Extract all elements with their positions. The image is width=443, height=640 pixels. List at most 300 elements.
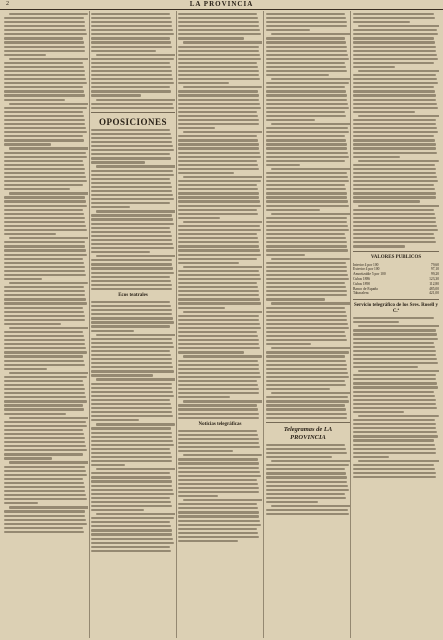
text-line (178, 50, 259, 52)
text-line (96, 54, 175, 56)
text-line (9, 58, 88, 60)
section-heading: OPOSICIONES (98, 116, 168, 127)
text-line (91, 321, 174, 323)
text-line (91, 66, 171, 68)
column-2 (91, 11, 175, 638)
column-4 (266, 11, 350, 638)
text-line (4, 482, 84, 484)
text-line (266, 388, 330, 390)
text-line (9, 147, 88, 149)
text-line (183, 131, 262, 133)
text-line (91, 74, 172, 76)
text-line (4, 335, 84, 337)
text-line (271, 78, 350, 80)
text-line (178, 319, 259, 321)
text-line (91, 301, 170, 303)
text-line (183, 454, 262, 456)
text-line (91, 456, 172, 458)
text-line (4, 86, 83, 88)
text-line (178, 17, 258, 19)
text-line (353, 188, 435, 190)
text-line (4, 274, 86, 276)
text-line (266, 290, 347, 292)
text-line (266, 172, 347, 174)
text-line (91, 391, 173, 393)
text-line (353, 468, 435, 470)
text-line (178, 29, 260, 31)
text-line (91, 50, 156, 52)
text-line (91, 206, 130, 208)
text-line (266, 99, 347, 101)
text-line (91, 94, 141, 96)
text-line (4, 384, 84, 386)
text-line (91, 90, 171, 92)
text-line (91, 366, 173, 368)
text-line (353, 382, 437, 384)
text-line (91, 227, 170, 229)
text-line (91, 358, 172, 360)
text-line (353, 90, 435, 92)
text-line (353, 423, 436, 425)
text-line (4, 408, 84, 410)
text-line (91, 186, 172, 188)
text-line (91, 452, 171, 454)
text-line (353, 135, 434, 137)
text-line (4, 515, 85, 517)
text-line (266, 196, 347, 198)
text-line (178, 483, 258, 485)
text-line (4, 188, 70, 190)
text-line (4, 478, 83, 480)
text-line (4, 494, 86, 496)
text-line (91, 182, 171, 184)
text-line (183, 499, 262, 501)
text-line (91, 432, 172, 434)
text-line (4, 457, 52, 459)
text-line (178, 196, 259, 198)
text-line (266, 323, 348, 325)
text-line (4, 70, 85, 72)
divider (353, 251, 439, 252)
text-line (178, 37, 244, 39)
text-line (91, 440, 173, 442)
text-line (266, 278, 349, 280)
text-line (353, 180, 438, 182)
text-line (9, 237, 88, 239)
text-line (178, 302, 261, 304)
text-line (91, 342, 173, 344)
text-line (178, 188, 258, 190)
text-line (178, 70, 259, 72)
text-line (91, 41, 171, 43)
text-line (4, 380, 83, 382)
text-line (353, 333, 437, 335)
text-line (266, 209, 320, 211)
text-line (4, 298, 86, 300)
text-line (353, 99, 436, 101)
text-line (4, 396, 86, 398)
text-line (178, 46, 259, 48)
text-line (9, 461, 88, 463)
text-line (91, 529, 172, 531)
text-line (9, 327, 88, 329)
text-line (4, 196, 85, 198)
text-line (353, 78, 437, 80)
text-line (271, 33, 350, 35)
text-line (266, 82, 349, 84)
text-line (178, 323, 260, 325)
text-line (91, 383, 172, 385)
section-heading: Noticias telegráficas (198, 421, 242, 427)
text-line (266, 254, 305, 256)
text-line (266, 17, 346, 19)
text-line (358, 325, 439, 327)
text-line (91, 521, 170, 523)
text-line (178, 536, 259, 538)
text-line (91, 350, 170, 352)
text-line (178, 413, 259, 415)
text-line (178, 152, 260, 154)
text-line (178, 78, 260, 80)
text-line (266, 351, 349, 353)
text-line (353, 111, 415, 113)
text-line (353, 209, 434, 211)
text-line (178, 13, 257, 15)
text-line (178, 524, 261, 526)
table-row: Amortizable 5 por 100 99,20 (353, 272, 439, 277)
text-line (4, 433, 84, 435)
text-line (266, 372, 348, 374)
text-line (353, 147, 436, 149)
text-line (91, 190, 172, 192)
text-line (91, 280, 171, 282)
text-line (271, 460, 350, 462)
text-line (178, 467, 259, 469)
text-line (353, 342, 434, 344)
text-line (4, 82, 87, 84)
text-line (353, 456, 389, 458)
text-line (91, 305, 171, 307)
divider (266, 422, 350, 423)
text-line (266, 86, 345, 88)
text-line (91, 145, 173, 147)
text-line (178, 339, 259, 341)
text-line (178, 168, 259, 170)
text-line (266, 54, 348, 56)
article-text (266, 13, 350, 419)
text-line (266, 221, 347, 223)
text-line (4, 262, 84, 264)
text-line (91, 517, 174, 519)
text-line (266, 497, 346, 499)
text-line (91, 62, 170, 64)
text-line (91, 129, 170, 131)
text-line (271, 392, 350, 394)
text-line (266, 70, 347, 72)
text-line (4, 143, 51, 145)
text-line (266, 229, 349, 231)
text-line (4, 168, 85, 170)
text-line (353, 407, 437, 409)
text-line (4, 54, 46, 56)
text-line (353, 119, 436, 121)
text-line (4, 254, 87, 256)
text-line (353, 358, 437, 360)
text-line (271, 123, 350, 125)
text-line (96, 165, 175, 167)
text-line (266, 468, 345, 470)
text-line (96, 378, 175, 380)
text-line (358, 160, 439, 162)
text-line (266, 127, 348, 129)
table-row: Interior 4 por 100 79,60 (353, 262, 439, 267)
text-line (353, 448, 436, 450)
text-line (4, 315, 85, 317)
text-line (353, 439, 434, 441)
text-line (91, 288, 172, 290)
text-line (266, 241, 347, 243)
text-line (178, 479, 257, 481)
text-line (266, 115, 346, 117)
text-line (4, 21, 85, 23)
text-line (91, 37, 170, 39)
text-line (91, 58, 174, 60)
text-line (353, 241, 436, 243)
text-line (91, 485, 172, 487)
text-line (353, 131, 438, 133)
text-line (353, 391, 434, 393)
text-line (91, 170, 173, 172)
text-line (353, 350, 436, 352)
text-line (4, 37, 83, 39)
text-line (91, 403, 171, 405)
text-line (91, 231, 171, 233)
table-row: Tabacalera 421,00 (353, 291, 439, 296)
text-line (353, 233, 434, 235)
text-line (353, 427, 436, 429)
article-text (91, 301, 175, 552)
text-line (353, 184, 434, 186)
text-line (271, 302, 350, 304)
text-line (266, 46, 347, 48)
text-line (91, 542, 174, 544)
text-line (266, 404, 345, 406)
text-line (91, 501, 171, 503)
text-line (353, 168, 436, 170)
column-rule (350, 11, 351, 638)
text-line (353, 143, 436, 145)
text-line (4, 323, 61, 325)
text-line (266, 408, 346, 410)
text-line (4, 164, 84, 166)
text-line (353, 62, 434, 64)
text-line (266, 21, 347, 23)
column-1 (4, 11, 88, 638)
text-line (96, 513, 175, 515)
text-line (178, 307, 225, 309)
text-line (266, 147, 347, 149)
text-line (353, 176, 437, 178)
text-line (4, 46, 85, 48)
text-line (266, 200, 348, 202)
text-line (91, 497, 170, 499)
text-line (266, 62, 345, 64)
text-line (91, 313, 172, 315)
text-line (266, 513, 349, 515)
text-line (178, 139, 258, 141)
text-line (266, 384, 346, 386)
text-line (353, 33, 438, 35)
text-line (178, 368, 259, 370)
text-line (266, 380, 345, 382)
text-line (353, 152, 437, 154)
text-line (266, 396, 348, 398)
text-line (266, 311, 346, 313)
text-line (266, 307, 345, 309)
text-line (266, 493, 345, 495)
text-line (183, 221, 262, 223)
text-line (266, 360, 346, 362)
article-text (4, 13, 88, 533)
text-line (4, 376, 87, 378)
text-line (4, 41, 84, 43)
text-line (353, 37, 434, 39)
article-text (178, 430, 262, 542)
text-line (353, 74, 436, 76)
text-line (178, 143, 259, 145)
text-line (91, 137, 172, 139)
text-line (266, 29, 310, 31)
text-line (4, 490, 85, 492)
text-line (178, 286, 258, 288)
text-line (178, 507, 258, 509)
text-line (271, 258, 350, 260)
text-line (91, 399, 170, 401)
text-line (353, 50, 436, 52)
text-line (353, 172, 436, 174)
text-line (91, 267, 173, 269)
text-line (266, 444, 345, 446)
text-line (4, 355, 83, 357)
text-line (91, 374, 153, 376)
text-line (91, 325, 170, 327)
table-row: Banco de España 485,00 (353, 286, 439, 291)
text-line (4, 421, 86, 423)
text-line (91, 330, 134, 332)
text-line (353, 82, 438, 84)
text-line (4, 343, 85, 345)
text-line (91, 460, 172, 462)
text-line (266, 184, 345, 186)
article-text (353, 317, 439, 478)
text-line (178, 532, 258, 534)
text-line (4, 400, 87, 402)
text-line (4, 523, 87, 525)
text-line (4, 25, 85, 27)
text-line (4, 200, 86, 202)
text-line (91, 141, 172, 143)
text-line (91, 272, 174, 274)
text-line (266, 400, 349, 402)
text-line (91, 354, 171, 356)
text-line (266, 472, 346, 474)
table-row: Cubas 1890 112,80 (353, 281, 439, 286)
text-line (4, 307, 83, 309)
text-line (178, 315, 259, 317)
text-line (91, 251, 150, 253)
text-line (4, 286, 84, 288)
text-line (4, 351, 87, 353)
text-line (91, 415, 173, 417)
text-line (4, 127, 86, 129)
text-line (178, 245, 259, 247)
text-line (91, 149, 174, 151)
text-line (178, 58, 261, 60)
text-line (178, 442, 259, 444)
text-line (266, 282, 345, 284)
text-line (266, 188, 346, 190)
text-line (96, 255, 175, 257)
text-line (91, 370, 174, 372)
text-line (4, 172, 85, 174)
text-line (178, 372, 260, 374)
text-line (353, 192, 436, 194)
text-line (96, 99, 175, 101)
text-line (4, 437, 85, 439)
text-line (4, 249, 86, 251)
text-line (353, 411, 404, 413)
text-line (266, 481, 347, 483)
text-line (4, 152, 86, 154)
text-line (353, 54, 437, 56)
text-line (178, 335, 258, 337)
text-line (178, 172, 234, 174)
text-line (4, 531, 84, 533)
text-line (4, 205, 87, 207)
text-line (4, 156, 87, 158)
text-line (178, 237, 258, 239)
text-line (4, 319, 85, 321)
text-line (91, 46, 172, 48)
text-line (4, 90, 84, 92)
text-line (266, 249, 348, 251)
text-line (4, 339, 85, 341)
text-line (178, 25, 259, 27)
text-line (353, 317, 434, 319)
text-line (4, 78, 86, 80)
text-line (353, 139, 435, 141)
text-line (91, 17, 171, 19)
text-line (358, 205, 439, 207)
text-line (353, 431, 437, 433)
text-line (353, 378, 436, 380)
text-line (91, 276, 170, 278)
text-line (178, 515, 259, 517)
text-line (91, 309, 172, 311)
text-line (91, 263, 172, 265)
text-line (266, 315, 347, 317)
text-line (266, 25, 347, 27)
text-line (91, 387, 172, 389)
text-line (266, 262, 346, 264)
text-line (353, 46, 436, 48)
text-line (178, 364, 259, 366)
text-line (266, 131, 349, 133)
text-line (178, 209, 257, 211)
text-line (4, 347, 86, 349)
text-line (353, 164, 435, 166)
text-line (178, 205, 261, 207)
